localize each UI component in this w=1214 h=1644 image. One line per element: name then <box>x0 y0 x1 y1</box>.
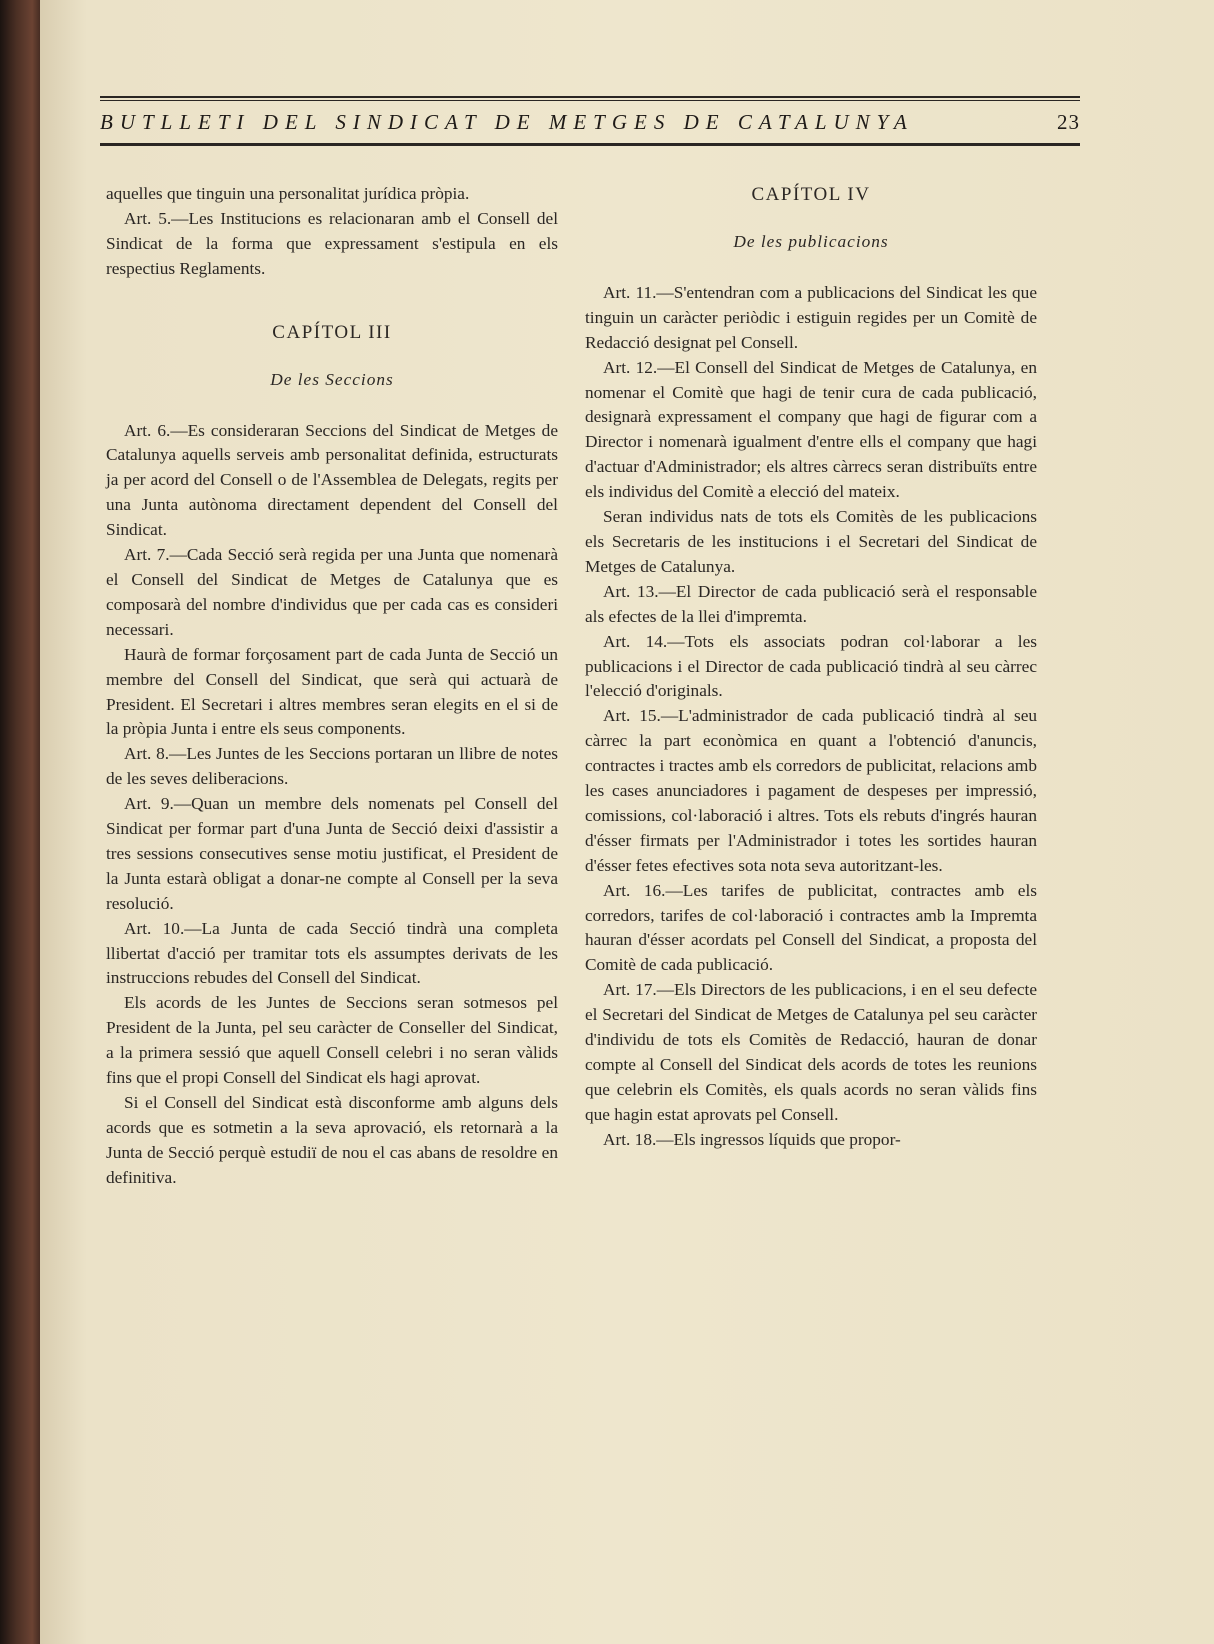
article-9: Art. 9.—Quan un membre dels nomenats pel Consell del Sindicat per formar part d'una Junta de Secció deixi d'assistir a tres sessions consecutives sense motiu justificat, el President de la Junta estarà obligat a donar-ne compte al Consell per la seva resolució. <box>106 794 558 913</box>
article-12: Art. 12.—El Consell del Sindicat de Metges de Catalunya, en nomenar el Comitè que hagi de tenir cura de cada publicació, designarà expressament el company que hagi de figurar com a Director i nomenarà igualment d'entre ells el company que hagi d'actuar d'Administrador; els altres càrrecs seran distribuïts entre els individus del Comitè a elecció del mateix. <box>585 357 1037 502</box>
article-7: Art. 7.—Cada Secció serà regida per una Junta que nomenarà el Consell del Sindicat de Metges de Catalunya que es composarà del nombre d'individus que per cada cas es consideri necessari. <box>106 545 558 639</box>
article-8: Art. 8.—Les Juntes de les Seccions portaran un llibre de notes de les seves deliberacions. <box>106 744 558 789</box>
paragraph: Els acords de les Juntes de Seccions seran sotmesos pel President de la Junta, pel seu caràcter de Conseller del Sindicat, a la primera sessió que aquell Consell celebri i no seran vàlids fins que el propi Consell del Sindicat els hagi aprovat. <box>106 993 558 1088</box>
journal-title: BUTLLETI DEL SINDICAT DE METGES DE CATALUNYA <box>100 110 914 134</box>
chapter-3-subtitle: De les Seccions <box>270 369 394 389</box>
paragraph: aquelles que tinguin una personalitat jurídica pròpia. <box>106 184 470 203</box>
header-rule-top-thin <box>100 100 1080 101</box>
right-column <box>585 182 1037 1153</box>
document-page <box>40 0 1214 1644</box>
running-header <box>100 110 1080 140</box>
article-10: Art. 10.—La Junta de cada Secció tindrà una completa llibertat d'acció per tramitar tots els assumptes derivats de les instruccions rebudes del Consell del Sindicat. <box>106 918 558 988</box>
paragraph: Si el Consell del Sindicat està disconforme amb alguns dels acords que es sotmetin a la seva aprovació, els retornarà a la Junta de Secció perquè estudiï de nou el cas abans de resoldre en definitiva. <box>106 1093 558 1187</box>
article-16: Art. 16.—Les tarifes de publicitat, contractes amb els corredors, tarifes de col·laboració i contractes amb la Impremta hauran d'ésser acordats pel Consell del Sindicat, a proposta del Comitè de cada publicació. <box>585 880 1037 975</box>
article-11: Art. 11.—S'entendran com a publicacions del Sindicat les que tinguin un caràcter periòdic i estiguin regides per un Comitè de Redacció designat pel Consell. <box>585 282 1037 352</box>
paragraph: Haurà de formar forçosament part de cada Junta de Secció un membre del Consell del Sindicat, que serà qui actuarà de President. El Secretari i altres membres seran elegits en el si de la pròpia Junta i entre els seus components. <box>106 644 558 739</box>
article-5: Art. 5.—Les Institucions es relacionaran amb el Consell del Sindicat de la forma que expressament s'estipula en els respectius Reglaments. <box>106 208 558 278</box>
page-number: 23 <box>1057 110 1080 134</box>
article-18: Art. 18.—Els ingressos líquids que propor- <box>603 1129 901 1149</box>
chapter-3-title: CAPÍTOL III <box>272 321 392 343</box>
left-column <box>106 182 558 1191</box>
article-17: Art. 17.—Els Directors de les publicacions, i en el seu defecte el Secretari del Sindicat de Metges de Catalunya pel seu caràcter d'individu de tots els Comitès de Redacció, hauran de donar compte al Consell del Sindicat dels acords de totes les reunions que celebrin els Comitès, els quals acords no seran vàlids fins que hagin estat aprovats pel Consell. <box>585 980 1037 1124</box>
header-rule-bottom <box>100 143 1080 146</box>
chapter-4-subtitle: De les publicacions <box>733 232 889 251</box>
article-6: Art. 6.—Es consideraran Seccions del Sindicat de Metges de Catalunya aquells serveis amb personalitat definida, estructurats ja per acord del Consell o de l'Assemblea de Delegats, regits per una Junta autònoma directament dependent del Consell del Sindicat. <box>106 420 558 540</box>
article-14: Art. 14.—Tots els associats podran col·laborar a les publicacions i el Director de cada publicació tindrà al seu càrrec l'elecció d'originals. <box>585 631 1037 701</box>
header-rule-top <box>100 96 1080 98</box>
paragraph: Seran individus nats de tots els Comitès de les publicacions els Secretaris de les institucions i el Secretari del Sindicat de Metges de Catalunya. <box>585 507 1037 576</box>
article-15: Art. 15.—L'administrador de cada publicació tindrà al seu càrrec la part econòmica en quant a l'obtenció d'anuncis, contractes i tractes amb els corredors de publicitat, relacions amb les cases anunciadores i pagament de despeses per impressió, comissions, col·laboració i altres. Tots els rebuts d'ingrés hauran d'ésser firmats per l'Administrador i totes les sortides hauran d'ésser fetes efectives sota nota seva autoritzant-les. <box>585 706 1037 875</box>
article-13: Art. 13.—El Director de cada publicació serà el responsable als efectes de la llei d'impremta. <box>585 581 1037 626</box>
chapter-4-title: CAPÍTOL IV <box>751 184 871 205</box>
